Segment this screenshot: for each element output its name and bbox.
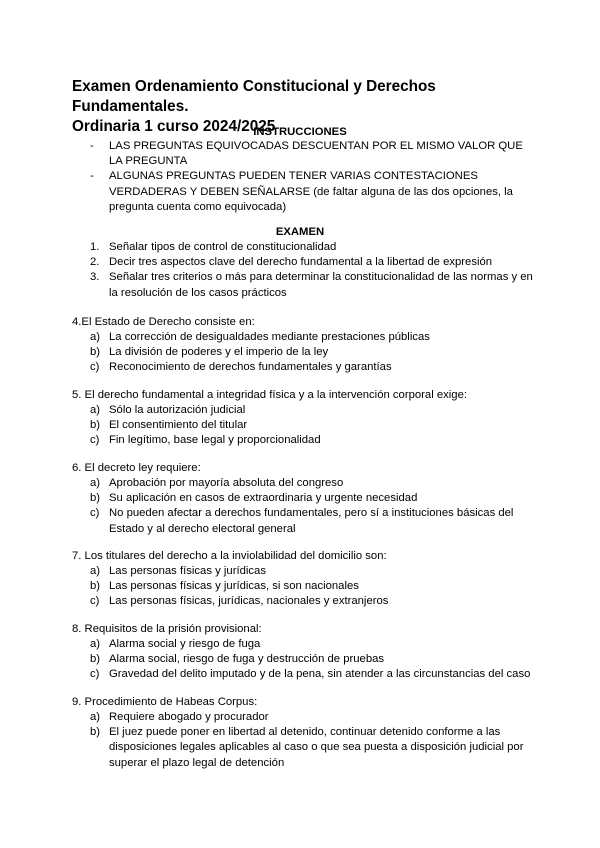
question-options (90, 403, 530, 449)
option-text: Alarma social y riesgo de fuga (109, 638, 261, 650)
question-title: 6. El decreto ley requiere: (72, 462, 201, 474)
option-item (90, 594, 530, 609)
option-marker: a) (90, 711, 101, 723)
option-item (90, 637, 540, 652)
exam-list (90, 240, 538, 301)
option-text: Reconocimiento de derechos fundamentales y garantías (109, 361, 392, 374)
option-marker: a) (90, 477, 101, 489)
option-item (90, 491, 520, 506)
option-text: Sólo la autorización judicial (109, 404, 246, 416)
option-marker: b) (90, 653, 101, 666)
question-options (90, 476, 520, 537)
list-item-text: Señalar tres criterios o más para determinar la constitucionalidad de las normas y en la resolución de los casos prácticos (109, 271, 533, 299)
list-marker: - (90, 170, 94, 183)
option-marker: a) (90, 565, 101, 577)
option-marker: c) (90, 668, 100, 681)
instructions-list (90, 139, 530, 215)
document-title-line2: Ordinaria 1 curso 2024/2025 (72, 118, 276, 135)
option-marker: c) (90, 434, 100, 447)
option-item (90, 476, 520, 491)
question-title: 4.El Estado de Derecho consiste en: (72, 316, 255, 328)
option-item (90, 564, 530, 579)
option-marker: c) (90, 507, 100, 520)
option-text: El juez puede poner en libertad al detenido, continuar detenido conforme a las disposiciones legales aplicables al caso o que sea puesta a disposición judicial por superar el plazo legal de detención (109, 726, 524, 769)
option-marker: c) (90, 595, 100, 608)
option-marker: b) (90, 346, 101, 359)
option-item (90, 330, 530, 345)
list-item-text: Señalar tipos de control de constitucionalidad (109, 241, 337, 253)
instructions-heading: INSTRUCCIONES (253, 126, 347, 138)
question-title: 7. Los titulares del derecho a la inviolabilidad del domicilio son: (72, 550, 387, 562)
question-title: 8. Requisitos de la prisión provisional: (72, 623, 262, 635)
list-item-text: ALGUNAS PREGUNTAS PUEDEN TENER VARIAS CONTESTACIONES VERDADERAS Y DEBEN SEÑALARSE (de faltar alguna de las dos opciones, la pregunta cuenta como equivocada) (109, 170, 513, 213)
option-text: Alarma social, riesgo de fuga y destrucción de pruebas (109, 653, 385, 666)
option-marker: b) (90, 492, 101, 505)
list-marker: 3. (90, 271, 100, 284)
option-item (90, 418, 530, 433)
list-item (90, 169, 530, 215)
option-text: Su aplicación en casos de extraordinaria y urgente necesidad (109, 492, 418, 505)
question-options (90, 564, 530, 610)
option-text: Las personas físicas y jurídicas (109, 565, 266, 577)
exam-heading: EXAMEN (275, 226, 325, 238)
option-marker: b) (90, 580, 101, 593)
option-marker: a) (90, 404, 101, 416)
list-item (90, 255, 538, 270)
option-item (90, 725, 530, 771)
option-text: Requiere abogado y procurador (109, 711, 269, 723)
option-item (90, 506, 520, 536)
option-marker: c) (90, 361, 100, 374)
option-marker: a) (90, 331, 101, 343)
option-marker: a) (90, 638, 101, 650)
option-text: Aprobación por mayoría absoluta del congreso (109, 477, 344, 489)
option-item (90, 403, 530, 418)
option-text: Gravedad del delito imputado y de la pena, sin atender a las circunstancias del caso (109, 668, 531, 681)
option-text: El consentimiento del titular (109, 419, 248, 432)
question-options (90, 330, 530, 376)
option-marker: b) (90, 726, 101, 739)
option-item (90, 667, 540, 682)
document-title-line1: Examen Ordenamiento Constitucional y Derechos Fundamentales. (72, 78, 436, 115)
list-marker: 1. (90, 241, 100, 253)
option-text: La división de poderes y el imperio de la ley (109, 346, 329, 359)
list-marker: - (90, 140, 94, 152)
option-text: Fin legítimo, base legal y proporcionalidad (109, 434, 321, 447)
list-item-text: LAS PREGUNTAS EQUIVOCADAS DESCUENTAN POR EL MISMO VALOR QUE LA PREGUNTA (109, 140, 523, 168)
list-item (90, 240, 538, 255)
list-item (90, 139, 530, 169)
option-text: Las personas físicas, jurídicas, nacionales y extranjeros (109, 595, 389, 608)
option-item (90, 360, 530, 375)
option-item (90, 579, 530, 594)
option-item (90, 433, 530, 448)
question-options (90, 710, 530, 771)
option-marker: b) (90, 419, 101, 432)
question-options (90, 637, 540, 683)
list-item (90, 270, 538, 300)
question-title: 5. El derecho fundamental a integridad física y a la intervención corporal exige: (72, 389, 467, 401)
option-text: No pueden afectar a derechos fundamentales, pero sí a instituciones básicas del Estado y al derecho electoral general (109, 507, 514, 535)
question-title: 9. Procedimiento de Habeas Corpus: (72, 696, 258, 708)
option-text: Las personas físicas y jurídicas, si son nacionales (109, 580, 359, 593)
option-item (90, 652, 540, 667)
list-item-text: Decir tres aspectos clave del derecho fundamental a la libertad de expresión (109, 256, 493, 269)
option-text: La corrección de desigualdades mediante prestaciones públicas (109, 331, 430, 343)
list-marker: 2. (90, 256, 100, 269)
option-item (90, 710, 530, 725)
option-item (90, 345, 530, 360)
